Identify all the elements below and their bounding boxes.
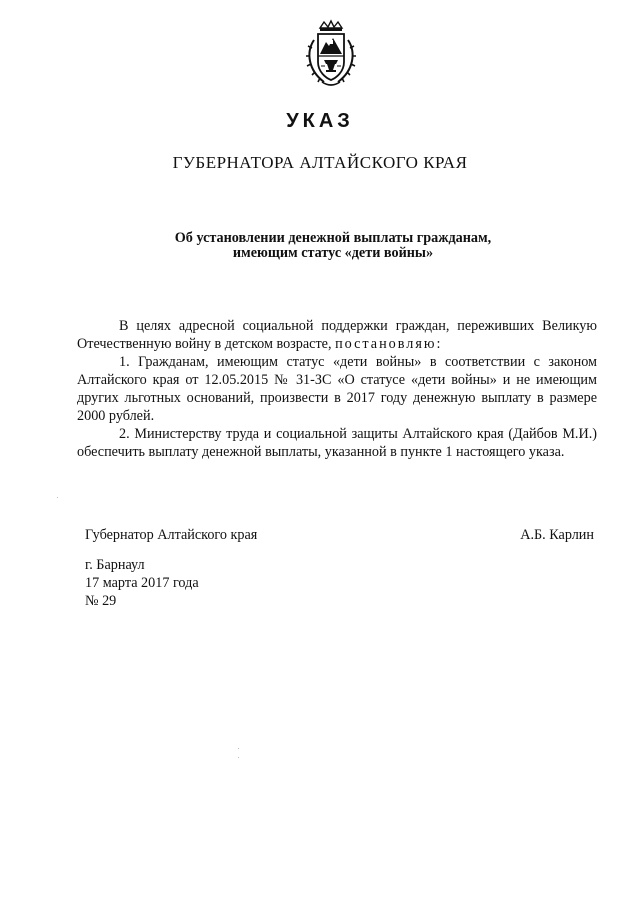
decree-heading: [0, 231, 640, 261]
altai-krai-coat-of-arms-icon: [300, 18, 362, 90]
preamble-text: В целях адресной социальной поддержки граждан, переживших Великую Отечественную войну в детском возрасте,: [77, 318, 597, 352]
document-subtitle: ГУБЕРНАТОРА АЛТАЙСКОГО КРАЯ: [172, 153, 468, 172]
issue-date: 17 марта 2017 года: [85, 575, 199, 591]
decree-word: постановляю:: [335, 336, 443, 352]
signatory-name: А.Б. Карлин: [520, 527, 594, 543]
decree-body: [77, 317, 597, 461]
signatory-position: Губернатор Алтайского края: [85, 527, 258, 543]
issue-number: № 29: [85, 593, 117, 609]
document-title: УКАЗ: [286, 110, 354, 132]
decree-item-1: 1. Гражданам, имеющим статус «дети войны» в соответствии с законом Алтайского края от 12.05.2015 № 31-ЗС «О статусе «дети войны» и не имеющим других льготных оснований, произвести в 2017 году денежную выплату в размере 2000 рублей.: [77, 354, 597, 424]
issue-city: г. Барнаул: [85, 557, 145, 573]
scan-speck: [238, 757, 239, 758]
decree-preamble: [77, 317, 597, 353]
decree-item-2: 2. Министерству труда и социальной защиты Алтайского края (Дайбов М.И.) обеспечить выплату денежной выплаты, указанной в пункте 1 настоящего указа.: [77, 426, 597, 460]
decree-heading-line-1: Об установлении денежной выплаты гражданам,: [174, 230, 492, 246]
scan-speck: [238, 748, 239, 749]
scan-speck: [57, 497, 58, 498]
issue-details: [85, 556, 199, 610]
decree-heading-line-2: имеющим статус «дети войны»: [232, 245, 434, 261]
